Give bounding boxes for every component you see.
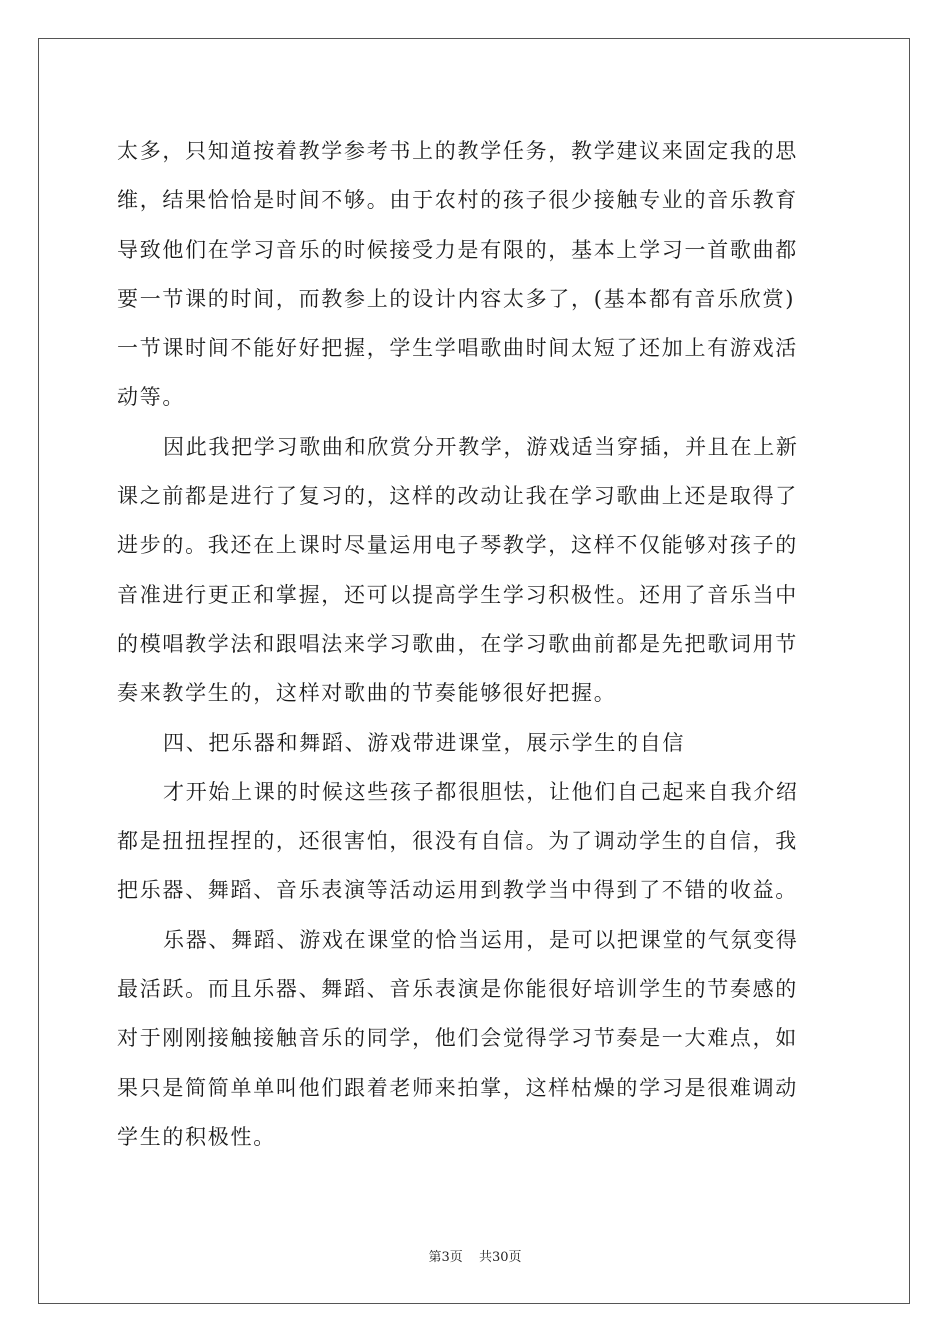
text-line: 因此我把学习歌曲和欣赏分开教学，游戏适当穿插，并且在上新 (163, 434, 799, 459)
text-line: 四、把乐器和舞蹈、游戏带进课堂，展示学生的自信 (163, 730, 686, 755)
total-pages-label: 共30页 (478, 1250, 522, 1265)
text-line: 进步的。我还在上课时尽量运用电子琴教学，这样不仅能够对孩子的 (117, 533, 798, 558)
text-line: 导致他们在学习音乐的时候接受力是有限的，基本上学习一首歌曲都 (117, 237, 798, 262)
text-line: 音准进行更正和掌握，还可以提高学生学习积极性。还用了音乐当中 (117, 582, 798, 607)
text-line: 要一节课的时间，而教参上的设计内容太多了，(基本都有音乐欣赏) (117, 286, 796, 311)
text-line: 的模唱教学法和跟唱法来学习歌曲，在学习歌曲前都是先把歌词用节 (117, 631, 798, 656)
text-line: 最活跃。而且乐器、舞蹈、音乐表演是你能很好培训学生的节奏感的 (117, 977, 798, 1002)
text-line: 都是扭扭捏捏的，还很害怕，很没有自信。为了调动学生的自信，我 (117, 829, 798, 854)
current-page-label: 第3页 (428, 1250, 463, 1265)
text-line: 课之前都是进行了复习的，这样的改动让我在学习歌曲上还是取得了 (117, 484, 798, 509)
text-line: 太多，只知道按着教学参考书上的教学任务，教学建议来固定我的思 (117, 139, 798, 163)
text-line: 乐器、舞蹈、游戏在课堂的恰当运用，是可以把课堂的气氛变得 (163, 927, 799, 952)
text-line: 维，结果恰恰是时间不够。由于农村的孩子很少接触专业的音乐教育 (117, 188, 798, 213)
text-line: 动等。 (117, 385, 186, 410)
text-line: 对于刚刚接触接触音乐的同学，他们会觉得学习节奏是一大难点，如 (117, 1026, 798, 1051)
text-line: 一节课时间不能好好把握，学生学唱歌曲时间太短了还加上有游戏活 (117, 336, 798, 361)
text-line: 把乐器、舞蹈、音乐表演等活动运用到教学当中得到了不错的收益。 (117, 878, 798, 903)
text-line: 才开始上课的时候这些孩子都很胆怯，让他们自己起来自我介绍 (163, 779, 799, 804)
text-line: 奏来教学生的，这样对歌曲的节奏能够很好把握。 (117, 681, 617, 706)
page-footer (0, 1246, 950, 1265)
document-body (117, 127, 833, 1162)
text-line: 学生的积极性。 (117, 1124, 276, 1149)
text-line: 果只是简简单单叫他们跟着老师来拍掌，这样枯燥的学习是很难调动 (117, 1075, 798, 1100)
